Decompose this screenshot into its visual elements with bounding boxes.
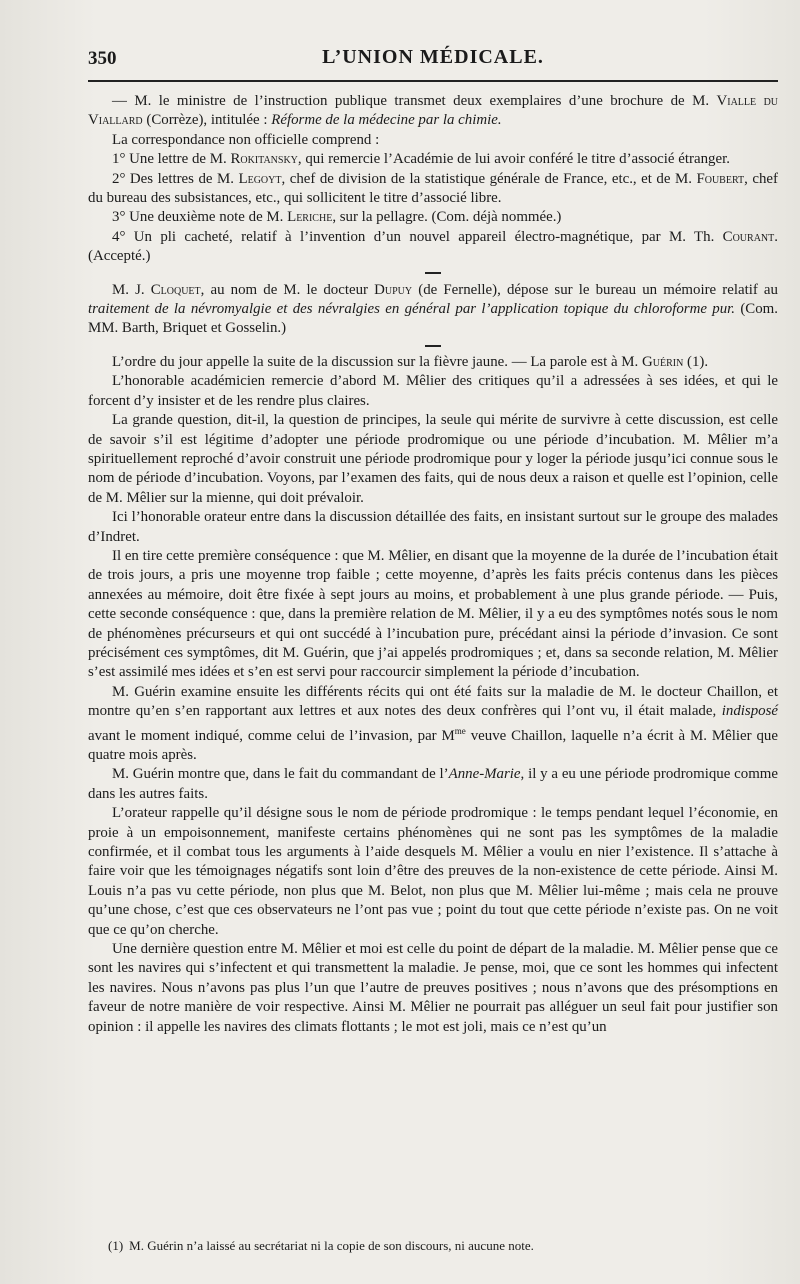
- paragraph: [88, 353, 778, 372]
- paragraph: [88, 281, 778, 339]
- paragraph: [88, 92, 778, 131]
- text-run: Anne-Marie: [448, 766, 521, 783]
- paragraph: [88, 683, 778, 766]
- section-separator: [88, 267, 778, 281]
- text-run: (de Fernelle), dépose sur le bureau un mémoire relatif au: [412, 281, 778, 298]
- running-head: [88, 44, 778, 74]
- separator-dash: [425, 345, 441, 347]
- text-run: 1° Une lettre de M.: [112, 151, 231, 168]
- paragraph: [88, 150, 778, 169]
- page-number: 350: [88, 48, 117, 69]
- text-run: Cloquet: [150, 281, 201, 298]
- text-run: veuve Chaillon, laquelle n’a écrit à M. Mêlier que quatre mois après.: [88, 727, 778, 763]
- text-run: 3° Une deuxième note de M.: [112, 209, 288, 226]
- text-run: Ici l’honorable orateur entre dans la discussion détaillée des faits, en insistant surtout sur le groupe des malades d’Indret.: [88, 509, 778, 545]
- text-run: (1).: [683, 353, 709, 370]
- text-run: 4° Un pli cacheté, relatif à l’invention d’un nouvel appareil électro-magnétique, par M. Th.: [112, 228, 723, 245]
- text-run: L’orateur rappelle qu’il désigne sous le nom de période prodromique : le temps pendant lequel l’économie, en proie à un empoisonnement, manifeste certains phénomènes qui ne sont pas les symptômes de la maladie confirmée, et il combat tous les arguments à l’aide desquels M. Mêlier a voulu en nier l’existence. Il s’attache à faire voir que les témoignages négatifs sont loin d’être des preuves de la non-existence de cette période. Ainsi M. Louis n’a pas vu cette période, non plus que M. Belot, non plus que M. Mêlier lui-même ; mais cela ne prouve qu’une chose, c’est que ces observateurs ne l’ont pas vue ; point du tout que cette période n’existe pas. On ne voit que ce qu’on cherche.: [88, 805, 778, 938]
- paragraph: [88, 940, 778, 1037]
- text-run: me: [454, 725, 466, 736]
- text-run: , chef du bureau des subsistances, etc., qui sollicitent le titre d’associé libre.: [88, 170, 778, 207]
- text-run: M. Guérin montre que, dans le fait du commandant de l’: [112, 766, 449, 783]
- paragraph: [88, 170, 778, 209]
- text-run: 2° Des lettres de M.: [112, 170, 239, 187]
- text-run: M. J.: [112, 281, 151, 298]
- text-run: La grande question, dit-il, la question de principes, la seule qui mérite de survivre à cette discussion, est celle de savoir s’il est légitime d’adopter une période prodromique ou une période d’incubation. M. Mêlier m’a spirituellement reproché d’avoir construit une période prodromique pour y loger la période jusqu’ici connue sous le nom de période d’incubation. Voyons, par l’examen des faits, qui de nous deux a raison et quelle est l’opinion, celle de M. Mêlier sur la mienne, qui doit prévaloir.: [88, 412, 778, 506]
- text-run: — M. le ministre de l’instruction publique transmet deux exemplaires d’une brochure de M.: [112, 93, 717, 109]
- text-run: Dupuy: [374, 281, 413, 298]
- text-run: (Corrèze), intitulée :: [142, 112, 272, 129]
- text-run: Courant: [722, 228, 775, 245]
- text-run: indisposé: [721, 703, 778, 720]
- separator-dash: [425, 272, 441, 274]
- paragraph: [88, 228, 778, 267]
- text-run: Guérin: [641, 353, 684, 370]
- text-run: L’honorable académicien remercie d’abord M. Mêlier des critiques qu’il a adressées à ses idées, et qui le forcent d’y insister et de les rendre plus claires.: [88, 373, 778, 409]
- text-run: Réforme de la médecine par la chimie.: [271, 112, 502, 129]
- text-run: Une dernière question entre M. Mêlier et moi est celle du point de départ de la maladie. M. Mêlier pense que ce sont les navires qui s’infectent et qui transmettent la maladie. Je pense, moi, que ce sont les hommes qui infectent les navires. Nous n’avons pas plus l’un que l’autre de preuves positives ; nous n’avons que des présomptions en faveur de notre manière de voir respective. Ainsi M. Mêlier ne pourrait pas alléguer un seul fait pour justifier son opinion : il appelle les navires des climats flottants ; le mot est joli, mais ce n’est qu’un: [88, 941, 778, 1035]
- text-run: La correspondance non officielle comprend :: [112, 131, 380, 148]
- text-run: Leriche: [287, 209, 333, 226]
- text-run: Il en tire cette première conséquence : que M. Mêlier, en disant que la moyenne de la durée de l’incubation était de trois jours, a pris une moyenne trop faible ; cette moyenne, d’après les faits précis contenus dans les pièces annexées au mémoire, doit être fixée à sept jours au moins, et probablement à une plus grande période. — Puis, cette seconde conséquence : que, dans la première relation de M. Mêlier, il y a eu des symptômes notés sous le nom de phénomènes précurseurs et qui ont succédé à l’incubation pure, précédant ainsi la période d’invasion. Ce sont précisément ces symptômes, dit M. Guérin, que j’ai appelés prodromiques ; et, dans sa seconde relation, M. Mêlier s’est assimilé mes idées et s’en est servi pour raccourcir simplement la période d’incubation.: [88, 547, 778, 681]
- footnote-mark: (1): [108, 1238, 124, 1253]
- text-run: traitement de la névromyalgie et des névralgies en général par l’application topique du chloroforme pur.: [88, 301, 736, 318]
- text-run: L’ordre du jour appelle la suite de la discussion sur la fièvre jaune. — La parole est à M.: [112, 353, 642, 370]
- body-text: [88, 92, 778, 1037]
- footnote-text: M. Guérin n’a laissé au secrétariat ni la copie de son discours, ni aucune note.: [129, 1238, 534, 1253]
- text-run: (Com. MM. Barth, Briquet et Gosselin.): [88, 301, 778, 337]
- section-separator: [88, 339, 778, 353]
- header-rule: [88, 80, 778, 82]
- text-run: Rokitansky: [230, 151, 298, 168]
- text-run: , au nom de M. le docteur: [200, 281, 375, 298]
- text-run: , chef de division de la statistique générale de France, etc., et de M.: [281, 170, 697, 187]
- paragraph: [88, 547, 778, 683]
- paragraph: [88, 372, 778, 411]
- text-run: Vialle du Viallard: [88, 93, 779, 129]
- paragraph: [88, 765, 778, 804]
- footnote: [108, 1238, 760, 1254]
- paragraph: [88, 411, 778, 508]
- text-run: Legoyt: [238, 170, 282, 187]
- text-run: , il y a eu une période prodromique comme dans les autres faits.: [88, 766, 778, 802]
- paragraph: [88, 508, 778, 547]
- text-run: M. Guérin examine ensuite les différents récits qui ont été faits sur la maladie de M. le docteur Chaillon, et montre qu’en s’en rapportant aux lettres et aux notes des deux confrères qui l’ont vu, il était malade,: [88, 683, 778, 720]
- text-run: avant le moment indiqué, comme celui de l’invasion, par M: [88, 727, 455, 744]
- paragraph: [88, 208, 778, 227]
- text-run: , sur la pellagre. (Com. déjà nommée.): [332, 209, 562, 226]
- text-run: , qui remercie l’Académie de lui avoir conféré le titre d’associé étranger.: [297, 151, 730, 168]
- text-run: . (Accepté.): [88, 228, 778, 265]
- paragraph: [88, 804, 778, 940]
- paragraph: [88, 131, 778, 150]
- text-run: Foubert: [696, 170, 745, 187]
- journal-title: L’UNION MÉDICALE.: [322, 46, 544, 68]
